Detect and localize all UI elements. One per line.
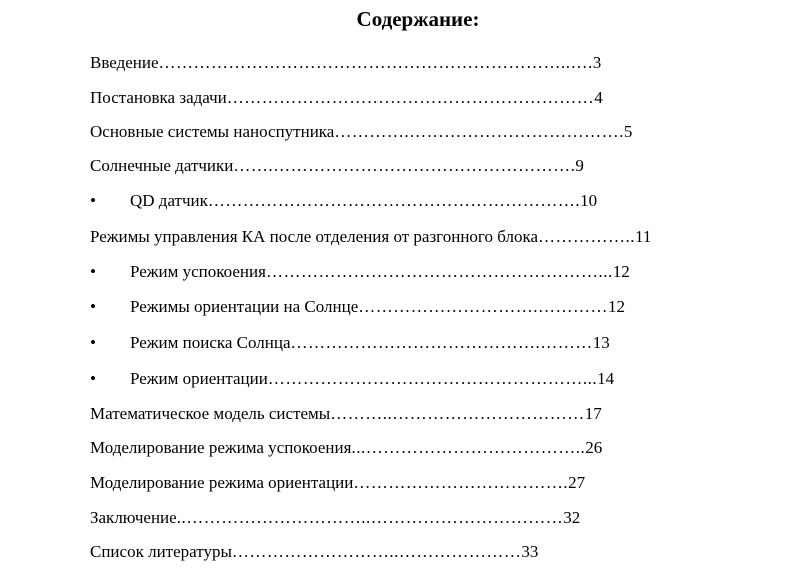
toc-entry-page: 33 <box>521 542 539 561</box>
bullet-icon: • <box>90 191 96 210</box>
toc-entry-leader: ………………………………………………... <box>267 369 598 388</box>
toc-entry-bulleted <box>90 261 630 283</box>
toc-entry-title: Режим успокоения <box>130 262 266 281</box>
toc-entry-leader: ………..…………………………… <box>330 404 585 423</box>
toc-entry-title: Режимы управления КА после отделения от разгонного блока <box>90 227 538 246</box>
toc-entry-title: Постановка задачи <box>90 88 227 107</box>
toc-entry-leader: …………………………………….……… <box>290 333 593 352</box>
toc-entry <box>90 52 601 74</box>
bullet-icon: • <box>90 333 96 352</box>
toc-entry <box>90 437 602 459</box>
toc-entry-page: 4 <box>594 88 603 107</box>
toc-entry-leader: …………….. <box>538 227 635 246</box>
bullet-icon: • <box>90 369 96 388</box>
toc-entry-page: 12 <box>608 297 625 316</box>
toc-entry <box>90 155 584 177</box>
toc-entry-title: QD датчик <box>130 191 208 210</box>
toc-entry-title: Моделирование режима успокоения <box>90 438 352 457</box>
toc-entry <box>90 472 585 494</box>
toc-entry-leader: ………….………………………………. <box>334 122 624 141</box>
toc-entry <box>90 87 603 109</box>
toc-entry-page: 5 <box>623 122 633 141</box>
toc-entry-page: 14 <box>597 369 615 388</box>
toc-entry-title: Режимы ориентации на Солнце <box>130 297 359 316</box>
toc-entry-leader: ……………………………………………………………..…. <box>158 53 593 72</box>
toc-entry-leader: ………………………………………………………. <box>207 191 581 210</box>
toc-entry-page: 9 <box>575 156 584 175</box>
toc-entry <box>90 226 651 248</box>
toc-entry-bulleted <box>90 332 610 354</box>
toc-entry <box>90 403 602 425</box>
toc-entry-page: 13 <box>592 333 610 352</box>
bullet-icon: • <box>90 262 96 281</box>
toc-entry-page: 3 <box>592 53 602 72</box>
toc-entry-leader: …….……………………………………………. <box>233 156 576 175</box>
toc-entry-leader: …………………………………………………... <box>265 262 613 281</box>
toc-entry-page: 26 <box>585 438 603 457</box>
toc-entry <box>90 507 580 529</box>
toc-entry-bulleted <box>90 190 597 212</box>
toc-entry-leader: ………………………….………… <box>358 297 608 316</box>
toc-entry-title: Режим ориентации <box>130 369 268 388</box>
toc-entry-page: 32 <box>563 508 581 527</box>
toc-entry-bulleted <box>90 296 625 318</box>
toc-entry-title: Солнечные датчики <box>90 156 234 175</box>
toc-entry-page: 12 <box>612 262 630 281</box>
toc-entry-title: Математическое модель системы <box>90 404 331 423</box>
toc-entry-title: Заключение <box>90 508 177 527</box>
toc-entry-leader: ...……………………………….. <box>351 438 586 457</box>
toc-entry-title: Режим поиска Солнца <box>130 333 291 352</box>
toc-entry-leader: ………………………………. <box>353 473 569 492</box>
toc-entry-leader: ……………………………………………………… <box>226 88 595 107</box>
toc-entry-title: Введение <box>90 53 159 72</box>
toc-entry-page: 10 <box>580 191 598 210</box>
toc-entry-page: 27 <box>568 473 586 492</box>
toc-entry-title: Основные системы наноспутника <box>90 122 335 141</box>
toc-entry-title: Моделирование режима ориентации <box>90 473 354 492</box>
bullet-icon: • <box>90 297 96 316</box>
toc-entry-leader: ..…………………………..…………………………… <box>176 508 564 527</box>
toc-entry <box>90 541 538 563</box>
toc-entry-page: 11 <box>635 227 652 246</box>
toc-entry-bulleted <box>90 368 614 390</box>
toc-heading: Содержание: <box>356 7 480 31</box>
toc-entry-page: 17 <box>584 404 602 423</box>
toc-entry <box>90 121 632 143</box>
toc-entry-title: Список литературы <box>90 542 232 561</box>
toc-entry-leader: ………………………..………………… <box>231 542 522 561</box>
